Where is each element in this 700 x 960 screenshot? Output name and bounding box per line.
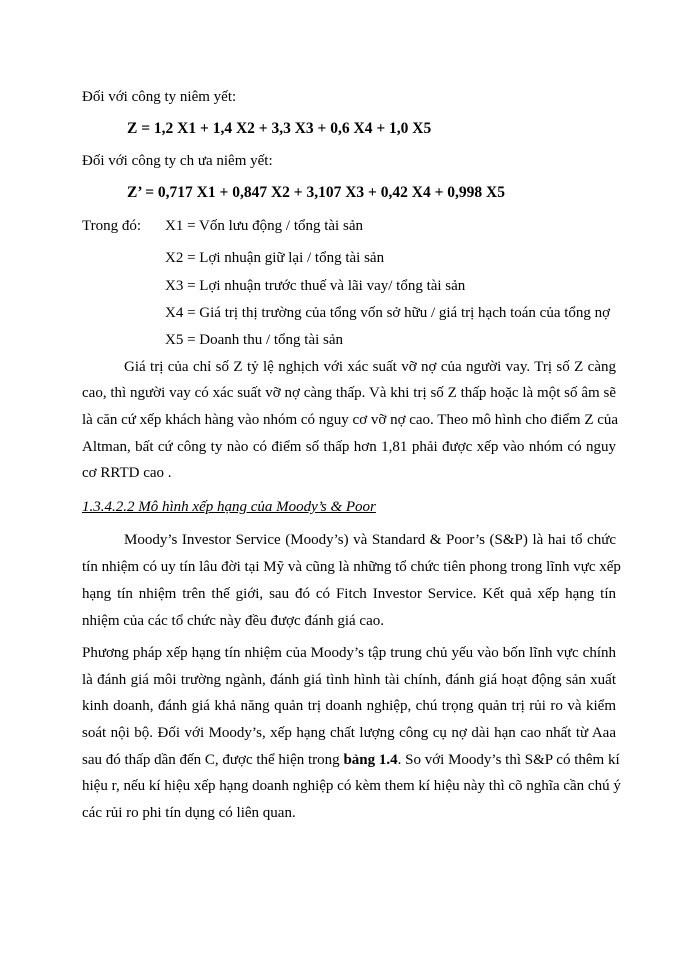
paragraph-line: hạng tín nhiệm trên thế giới, sau đó có Fitch Investor Service. Kết quả xếp hạng tín xyxy=(82,586,616,602)
definition-x3: X3 = Lợi nhuận trước thuế và lãi vay/ tổng tài sản xyxy=(165,278,466,294)
text-run: . So với Moody’s thì S&P có thêm kí xyxy=(397,752,620,768)
paragraph-line: soát nội bộ. Đối với Moody’s, xếp hạng chất lượng công cụ nợ dài hạn cao nhất từ Aaa xyxy=(82,725,616,741)
text-run: sau đó thấp dần đến C, được thể hiện trong xyxy=(82,752,344,768)
paragraph-line: Phương pháp xếp hạng tín nhiệm của Moody’s tập trung chủ yếu vào bốn lĩnh vực chính xyxy=(82,645,616,661)
where-label: Trong đó: xyxy=(82,218,142,234)
paragraph-line: cơ RRTD cao . xyxy=(82,465,172,481)
formula-unlisted: Z’ = 0,717 X1 + 0,847 X2 + 3,107 X3 + 0,42 X4 + 0,998 X5 xyxy=(127,184,505,201)
formula-listed: Z = 1,2 X1 + 1,4 X2 + 3,3 X3 + 0,6 X4 + 1,0 X5 xyxy=(127,120,432,137)
definition-x5: X5 = Doanh thu / tổng tài sản xyxy=(165,332,344,348)
paragraph-line: cao, thì người vay có xác suất vỡ nợ càng thấp. Và khi trị số Z thấp hoặc là một số âm sẽ xyxy=(82,385,616,401)
paragraph-line: kinh doanh, đánh giá khả năng quản trị doanh nghiệp, chú trọng quản trị rủi ro và kiểm xyxy=(82,698,616,714)
intro-unlisted: Đối với công ty ch ưa niêm yết: xyxy=(82,153,273,169)
paragraph-line: tín nhiệm có uy tín lâu đời tại Mỹ và cũng là những tổ chức tiên phong trong lĩnh vực xếp xyxy=(82,559,621,575)
definition-x2: X2 = Lợi nhuận giữ lại / tổng tài sản xyxy=(165,250,385,266)
paragraph-line: hiệu r, nếu kí hiệu xếp hạng doanh nghiệp có kèm them kí hiệu này thì cõ nghĩa cần chú ý xyxy=(82,778,621,794)
paragraph-line: là đánh giá môi trường ngành, đánh giá tình hình tài chính, đánh giá hoạt động sản xuất xyxy=(82,672,616,688)
paragraph-line: là căn cứ xếp khách hàng vào nhóm có nguy cơ vỡ nợ cao. Theo mô hình cho điểm Z của xyxy=(82,412,619,428)
paragraph-line: Giá trị của chỉ số Z tỷ lệ nghịch với xác suất vỡ nợ của người vay. Trị số Z càng xyxy=(124,359,616,375)
intro-listed: Đối với công ty niêm yết: xyxy=(82,89,237,105)
definition-x1: X1 = Vốn lưu động / tổng tài sản xyxy=(165,218,363,234)
section-heading: 1.3.4.2.2 Mô hình xếp hạng của Moody’s & Poor xyxy=(82,499,376,515)
paragraph-line: các rủi ro phi tín dụng có liên quan. xyxy=(82,805,296,821)
table-reference: bảng 1.4 xyxy=(343,752,398,768)
definition-x4: X4 = Giá trị thị trường của tổng vốn sở hữu / giá trị hạch toán của tổng nợ xyxy=(165,305,611,321)
paragraph-line: nhiệm của các tổ chức này đều được đánh giá cao. xyxy=(82,613,384,629)
paragraph-line: Moody’s Investor Service (Moody’s) và Standard & Poor’s (S&P) là hai tổ chức xyxy=(124,532,616,548)
paragraph-line: Altman, bất cứ công ty nào có điểm số thấp hơn 1,81 phải được xếp vào nhóm có nguy xyxy=(82,439,616,455)
paragraph-line xyxy=(82,750,620,770)
